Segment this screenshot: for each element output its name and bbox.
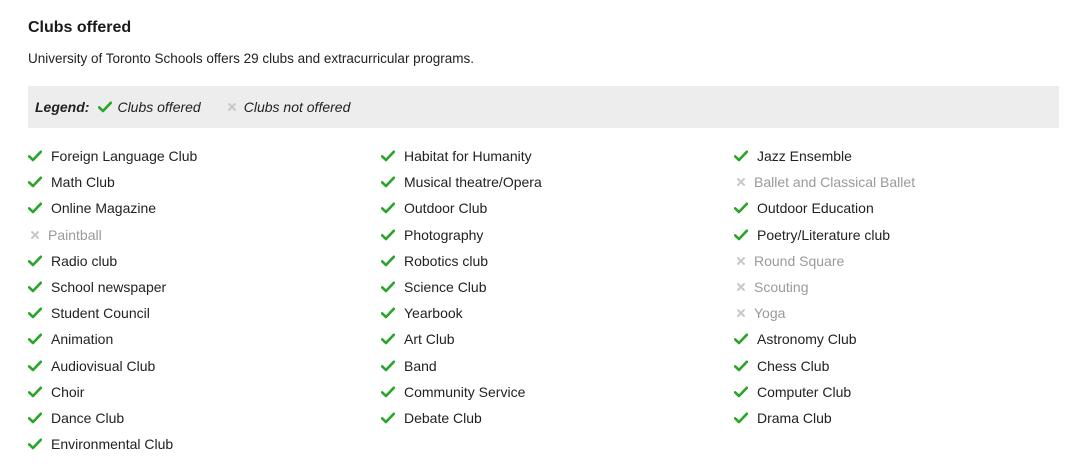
club-item xyxy=(734,353,915,379)
club-name: Band xyxy=(404,357,437,374)
checkmark-icon xyxy=(381,306,395,320)
club-name: Audiovisual Club xyxy=(51,357,156,374)
club-item xyxy=(381,274,542,300)
checkmark-icon xyxy=(28,385,42,399)
club-item xyxy=(381,143,542,169)
checkmark-icon xyxy=(734,359,748,373)
club-name: Debate Club xyxy=(404,409,482,426)
clubs-column-1 xyxy=(28,143,197,457)
cross-icon xyxy=(734,280,748,294)
checkmark-icon xyxy=(381,254,395,268)
club-item xyxy=(28,379,197,405)
clubs-column-3 xyxy=(734,143,915,431)
club-name: Habitat for Humanity xyxy=(404,148,532,165)
checkmark-icon xyxy=(381,175,395,189)
club-item xyxy=(381,405,542,431)
club-name: Animation xyxy=(51,331,114,348)
legend-not-offered xyxy=(225,99,351,115)
club-item xyxy=(28,169,197,195)
checkmark-icon xyxy=(28,175,42,189)
club-name: Science Club xyxy=(404,279,487,296)
legend-not-offered-label: Clubs not offered xyxy=(243,99,351,115)
club-item xyxy=(381,195,542,221)
checkmark-icon xyxy=(381,385,395,399)
club-name: Scouting xyxy=(754,279,809,296)
club-name: Dance Club xyxy=(51,409,125,426)
club-name: Poetry/Literature club xyxy=(757,226,891,243)
club-name: Jazz Ensemble xyxy=(757,148,852,165)
club-name: Math Club xyxy=(51,174,115,191)
club-name: Art Club xyxy=(404,331,455,348)
checkmark-icon xyxy=(28,280,42,294)
club-item xyxy=(734,195,915,221)
legend-bar xyxy=(28,86,1059,128)
club-item xyxy=(28,326,197,352)
club-item xyxy=(28,300,197,326)
club-name: Student Council xyxy=(51,305,150,322)
club-item xyxy=(28,353,197,379)
cross-icon xyxy=(734,175,748,189)
club-name: Round Square xyxy=(754,252,845,269)
cross-icon xyxy=(734,306,748,320)
checkmark-icon xyxy=(381,411,395,425)
club-item xyxy=(381,300,542,326)
checkmark-icon xyxy=(381,201,395,215)
club-name: Paintball xyxy=(48,226,102,243)
club-name: Online Magazine xyxy=(51,200,157,217)
club-item xyxy=(381,379,542,405)
club-name: Outdoor Club xyxy=(404,200,488,217)
checkmark-icon xyxy=(28,332,42,346)
section-title: Clubs offered xyxy=(28,19,132,36)
checkmark-icon xyxy=(734,411,748,425)
club-item xyxy=(734,248,915,274)
club-item xyxy=(734,143,915,169)
checkmark-icon xyxy=(381,149,395,163)
club-name: Radio club xyxy=(51,252,118,269)
checkmark-icon xyxy=(28,149,42,163)
club-item xyxy=(381,248,542,274)
checkmark-icon xyxy=(28,306,42,320)
legend-offered-label: Clubs offered xyxy=(117,99,201,115)
clubs-column-2 xyxy=(381,143,542,431)
checkmark-icon xyxy=(381,280,395,294)
section-subtitle: University of Toronto Schools offers 29 clubs and extracurricular programs. xyxy=(28,51,474,66)
club-name: Musical theatre/Opera xyxy=(404,174,542,191)
checkmark-icon xyxy=(381,228,395,242)
club-name: School newspaper xyxy=(51,279,167,296)
club-name: Yearbook xyxy=(404,305,463,322)
club-name: Computer Club xyxy=(757,383,852,400)
club-item xyxy=(734,300,915,326)
checkmark-icon xyxy=(28,437,42,451)
club-item xyxy=(28,405,197,431)
club-name: Photography xyxy=(404,226,484,243)
club-name: Drama Club xyxy=(757,409,832,426)
club-name: Choir xyxy=(51,383,85,400)
checkmark-icon xyxy=(734,385,748,399)
checkmark-icon xyxy=(381,332,395,346)
club-item xyxy=(381,222,542,248)
checkmark-icon xyxy=(28,359,42,373)
club-name: Foreign Language Club xyxy=(51,148,198,165)
checkmark-icon xyxy=(734,228,748,242)
legend-title: Legend: xyxy=(35,99,90,115)
club-item xyxy=(734,379,915,405)
club-item xyxy=(734,222,915,248)
checkmark-icon xyxy=(734,201,748,215)
cross-icon xyxy=(734,254,748,268)
club-item xyxy=(734,274,915,300)
club-name: Environmental Club xyxy=(51,436,174,453)
checkmark-icon xyxy=(98,100,112,114)
checkmark-icon xyxy=(28,254,42,268)
club-item xyxy=(734,169,915,195)
club-item xyxy=(381,326,542,352)
club-name: Community Service xyxy=(404,383,526,400)
cross-icon xyxy=(225,100,239,114)
club-item xyxy=(28,222,197,248)
club-item xyxy=(28,274,197,300)
club-item xyxy=(28,248,197,274)
checkmark-icon xyxy=(734,149,748,163)
club-item xyxy=(734,405,915,431)
legend-offered xyxy=(98,99,200,115)
club-name: Astronomy Club xyxy=(757,331,857,348)
club-item xyxy=(381,169,542,195)
checkmark-icon xyxy=(28,201,42,215)
club-item xyxy=(28,195,197,221)
checkmark-icon xyxy=(734,332,748,346)
club-item xyxy=(28,143,197,169)
club-item xyxy=(734,326,915,352)
checkmark-icon xyxy=(28,411,42,425)
club-item xyxy=(28,431,197,457)
cross-icon xyxy=(28,228,42,242)
club-name: Ballet and Classical Ballet xyxy=(754,174,916,191)
club-name: Robotics club xyxy=(404,252,489,269)
club-name: Yoga xyxy=(754,305,786,322)
checkmark-icon xyxy=(381,359,395,373)
club-name: Chess Club xyxy=(757,357,830,374)
club-item xyxy=(381,353,542,379)
club-name: Outdoor Education xyxy=(757,200,874,217)
